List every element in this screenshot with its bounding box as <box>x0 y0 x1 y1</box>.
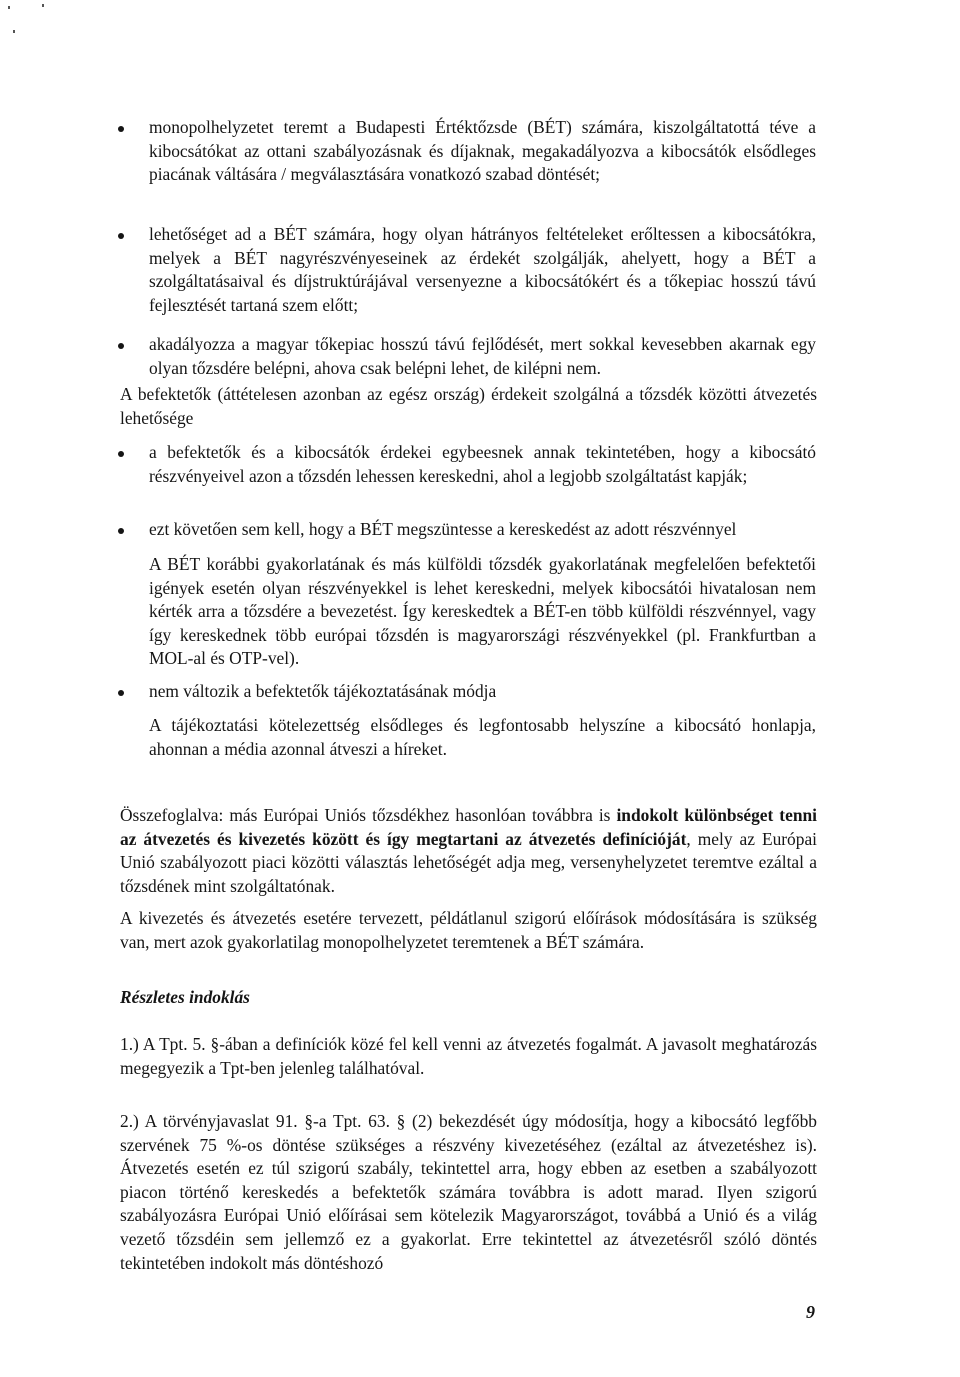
bullet-dot <box>118 528 124 534</box>
bullet-dot <box>118 233 124 239</box>
scan-speck <box>42 4 44 7</box>
modification-paragraph: A kivezetés és átvezetés esetére tervezett, példátlanul szigorú előírások módosítására is szükség van, mert azok gyakorlatilag monopolhelyzetet teremtenek a BÉT számára. <box>120 908 817 952</box>
summary-bold-text: indokolt különbséget tenni az átvezetés és kivezetés között és így megtartani az átvezetés definícióját <box>120 805 817 849</box>
bullet-dot <box>118 451 124 457</box>
bullet-dot <box>118 126 124 132</box>
bullet-item-interests: a befektetők és a kibocsátók érdekei egybeesnek annak tekintetében, hogy a kibocsátó részvényeivel azon a tőzsdén lehessen kereskedni, ahol a legjobb szolgáltatást kapják; <box>149 442 816 486</box>
detail-item-2: 2.) A törvényjavaslat 91. §-a Tpt. 63. § (2) bekezdését úgy módosítja, hogy a kibocsátó legfőbb szervének 75 %-os döntése szükséges a részvény kivezetéséhez (ezáltal az átvezetéshez is). Átvezetés esetén ez túl szigorú szabály, tekintettel arra, hogy ebben az esetben a szabályozott piacon történő kereskedés a befektetők számára továbbra is adott marad. Ilyen szigorú szabályozásra Európai Unió előírásai sem kötelezik Magyarországot, továbbá a Unió és a világ vezető tőzsdéin sem jellemző ez a gyakorlat. Erre tekintettel az átvezetésről szóló döntés tekintetében indokolt más döntéshozó <box>120 1111 817 1273</box>
bullet-item-obstruction: akadályozza a magyar tőkepiac hosszú távú fejlődését, mert sokkal kevesebben akarnak egy olyan tőzsdére belépni, ahova csak belépni lehet, de kilépni nem. <box>149 334 816 378</box>
scan-speck <box>8 6 10 9</box>
section-heading: Részletes indoklás <box>120 987 250 1007</box>
bullet-item-trading: ezt követően sem kell, hogy a BÉT megszüntesse a kereskedést az adott részvénnyel <box>149 519 737 539</box>
page-number: 9 <box>806 1302 815 1322</box>
bullet-dot <box>118 690 124 696</box>
summary-text-end: , mely az Európai Unió szabályozott piaci közötti választás lehetőségét adja meg, versenyhelyzetet teremtve ezáltal a tőzsdének mint szolgáltatónak. <box>120 828 817 896</box>
bullet-item-conditions: lehetőséget ad a BÉT számára, hogy olyan hátrányos feltételeket erőltessen a kibocsátókra, melyek a BÉT nagyrészvényeseinek az érdekét szolgálják, ahelyett, hogy a BÉT a szolgáltatásaival és díjstruktúrájával versenyezne a kibocsátókért és a tőkepiac hosszú távú fejlesztését tartaná szem előtt; <box>149 224 816 315</box>
intro-paragraph: A befektetők (áttételesen azonban az egész ország) érdekeit szolgálná a tőzsdék közötti átvezetés lehetősége <box>120 384 817 428</box>
bullet-dot <box>118 343 124 349</box>
detail-item-1: 1.) A Tpt. 5. §-ában a definíciók közé fel kell venni az átvezetés fogalmát. A javasolt meghatározás megegyezik a Tpt-ben jelenleg találhatóval. <box>120 1034 817 1078</box>
bullet-sub-paragraph-information: A tájékoztatási kötelezettség elsődleges és legfontosabb helyszíne a kibocsátó honlapja, ahonnan a média azonnal átveszi a híreket. <box>149 715 816 759</box>
summary-text-start: Összefoglalva: más Európai Uniós tőzsdékhez hasonlóan továbbra is <box>120 805 617 825</box>
bullet-item-information: nem változik a befektetők tájékoztatásának módja <box>149 681 497 701</box>
bullet-item-monopoly: monopolhelyzetet teremt a Budapesti Értéktőzsde (BÉT) számára, kiszolgáltatottá téve a kibocsátókat az ottani szabályozásnak és díjaknak, megakadályozva a kibocsátók elsődleges piacának váltására / megválasztására vonatkozó szabad döntését; <box>149 117 816 185</box>
summary-paragraph <box>120 804 817 898</box>
scan-speck <box>13 30 15 33</box>
bullet-sub-paragraph-trading: A BÉT korábbi gyakorlatának és más külföldi tőzsdék gyakorlatának megfelelően befektetői igények esetén olyan részvényekkel is lehet kereskedni, melyek kibocsátói hivatalosan nem kérték arra a tőzsdére a bevezetést. Így kereskedtek a BÉT-en több külföldi részvénnyel, vagy így kereskednek több európai tőzsdén is magyarországi részvényekkel (pl. Frankfurtban a MOL-al és OTP-vel). <box>149 554 816 669</box>
